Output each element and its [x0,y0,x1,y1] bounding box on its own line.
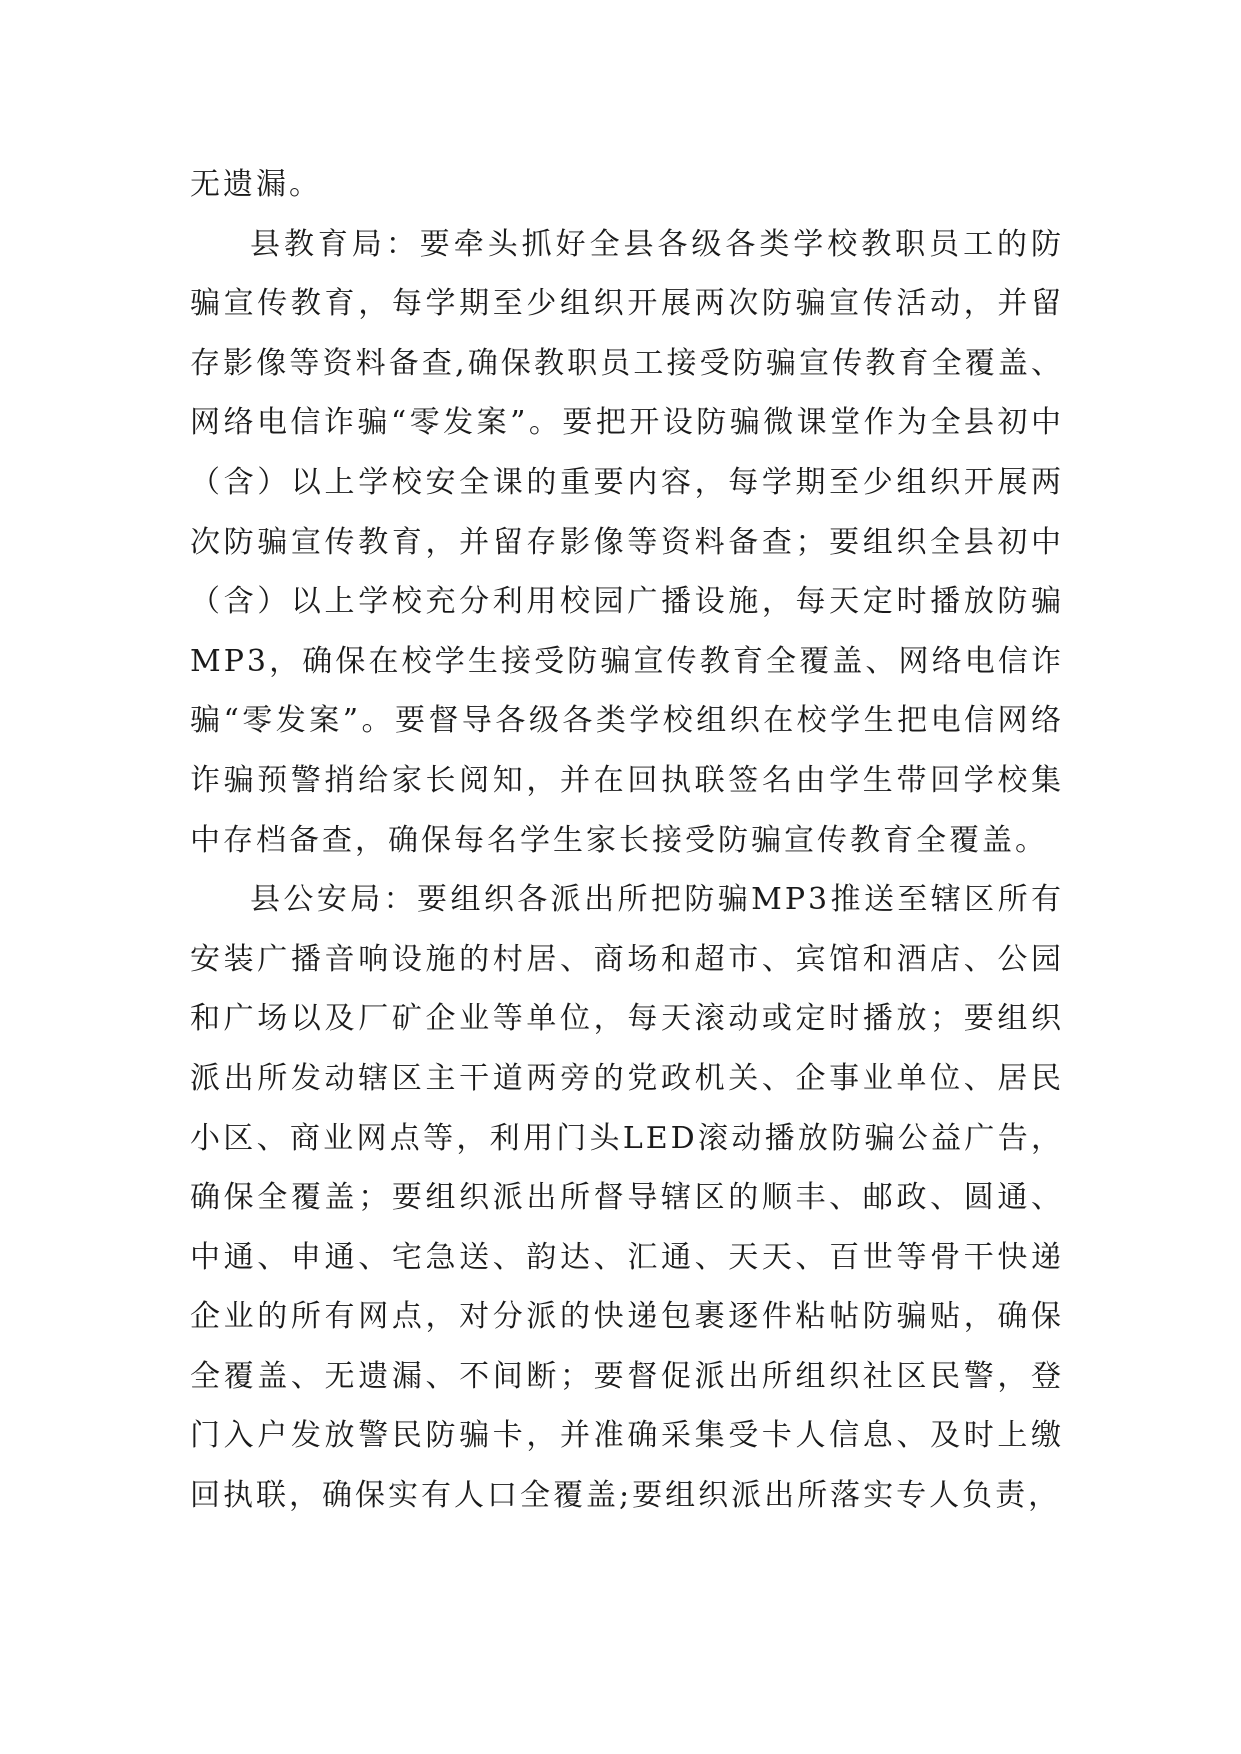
paragraph-education-bureau: 县教育局：要牵头抓好全县各级各类学校教职员工的防骗宣传教育，每学期至少组织开展两次防骗宣传活动，并留存影像等资料备查,确保教职员工接受防骗宣传教育全覆盖、网络电信诈骗“零发案”。要把开设防骗微课堂作为全县初中（含）以上学校安全课的重要内容，每学期至少组织开展两次防骗宣传教育，并留存影像等资料备查；要组织全县初中（含）以上学校充分利用校园广播设施，每天定时播放防骗MP3，确保在校学生接受防骗宣传教育全覆盖、网络电信诈骗“零发案”。要督导各级各类学校组织在校学生把电信网络诈骗预警捎给家长阅知，并在回执联签名由学生带回学校集中存档备查，确保每名学生家长接受防骗宣传教育全覆盖。 [190,226,1064,858]
paragraph-continuation: 无遗漏。 [190,167,322,202]
document-body [190,155,1064,1526]
paragraph-public-security-bureau: 县公安局：要组织各派出所把防骗MP3推送至辖区所有安装广播音响设施的村居、商场和超市、宾馆和酒店、公园和广场以及厂矿企业等单位，每天滚动或定时播放；要组织派出所发动辖区主干道两旁的党政机关、企事业单位、居民小区、商业网点等，利用门头LED滚动播放防骗公益广告，确保全覆盖；要组织派出所督导辖区的顺丰、邮政、圆通、中通、申通、宅急送、韵达、汇通、天天、百世等骨干快递企业的所有网点，对分派的快递包裹逐件粘帖防骗贴，确保全覆盖、无遗漏、不间断；要督促派出所组织社区民警，登门入户发放警民防骗卡，并准确采集受卡人信息、及时上缴回执联，确保实有人口全覆盖;要组织派出所落实专人负责， [190,882,1064,1514]
